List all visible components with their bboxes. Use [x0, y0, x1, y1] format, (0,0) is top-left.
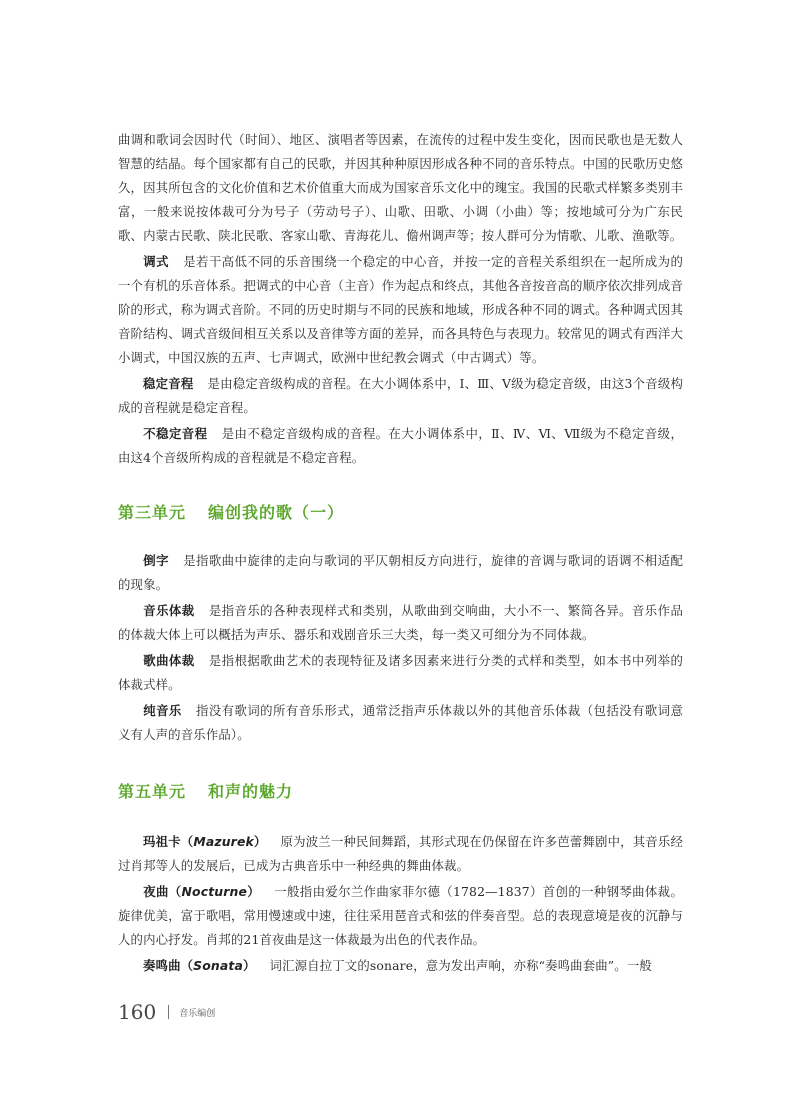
term-definition: 是由稳定音级构成的音程。在大小调体系中，Ⅰ、Ⅲ、Ⅴ级为稳定音级，由这3个音级构成的音程就是稳定音程。: [118, 376, 683, 415]
term-label: 纯音乐: [143, 703, 182, 718]
section-title: 和声的魅力: [208, 782, 294, 801]
content: [118, 128, 683, 978]
term-entry: [118, 880, 683, 952]
footer-divider: [168, 1005, 169, 1019]
section-unit: 第五单元: [118, 782, 187, 801]
term-definition: 原为波兰一种民间舞蹈，其形式现在仍保留在许多芭蕾舞剧中，其音乐经过肖邦等人的发展后，已成为古典音乐中一种经典的舞曲体裁。: [118, 834, 683, 873]
term-entry: [118, 830, 683, 878]
section-unit: 第三单元: [118, 503, 187, 522]
term-definition: 词汇源自拉丁文的sonare，意为发出声响，亦称“奏鸣曲套曲”。一般: [269, 958, 652, 973]
term-entry: [118, 549, 683, 597]
term-entry: [118, 422, 683, 470]
term-definition: 是指根据歌曲艺术的表现特征及诸多因素来进行分类的式样和类型，如本书中列举的体裁式样。: [118, 653, 683, 692]
term-definition: 一般指由爱尔兰作曲家菲尔德（1782—1837）首创的一种钢琴曲体裁。旋律优美，富于歌唱，常用慢速或中速，往往采用琶音式和弦的伴奏音型。总的表现意境是夜的沉静与人的内心抒发。肖邦的21首夜曲是这一体裁最为出色的代表作品。: [118, 884, 683, 947]
term-label: 调式: [143, 254, 169, 269]
term-label: 音乐体裁: [143, 603, 195, 618]
page-footer: [118, 1000, 215, 1024]
term-label: 稳定音程: [143, 376, 194, 391]
term-definition: 是若干高低不同的乐音围绕一个稳定的中心音，并按一定的音程关系组织在一起所成为的一个有机的乐音体系。把调式的中心音（主音）作为起点和终点，其他各音按音高的顺序依次排列成音阶的形式，称为调式音阶。不同的历史时期与不同的民族和地域，形成各种不同的调式。各种调式因其音阶结构、调式音级间相互关系以及音律等方面的差异，而各具特色与表现力。较常见的调式有西洋大小调式，中国汉族的五声、七声调式，欧洲中世纪教会调式（中古调式）等。: [118, 254, 683, 365]
term-label: 奏鸣曲（Sonata）: [143, 958, 256, 973]
section-heading-unit3: [118, 500, 683, 523]
intro-paragraph: 曲调和歌词会因时代（时间）、地区、演唱者等因素，在流传的过程中发生变化，因而民歌也是无数人智慧的结晶。每个国家都有自己的民歌，并因其种种原因形成各种不同的音乐特点。中国的民歌历史悠久，因其所包含的文化价值和艺术价值重大而成为国家音乐文化中的瑰宝。我国的民歌式样繁多类别丰富，一般来说按体裁可分为号子（劳动号子）、山歌、田歌、小调（小曲）等；按地域可分为广东民歌、内蒙古民歌、陕北民歌、客家山歌、青海花儿、儋州调声等；按人群可分为情歌、儿歌、渔歌等。: [118, 132, 683, 243]
term-entry: [118, 599, 683, 647]
term-label: 倒字: [143, 553, 169, 568]
book-title: 音乐编创: [179, 1008, 216, 1019]
term-definition: 指没有歌词的所有音乐形式，通常泛指声乐体裁以外的其他音乐体裁（包括没有歌词意义有人声的音乐作品）。: [118, 703, 683, 742]
term-label: 不稳定音程: [143, 426, 208, 441]
term-definition: 是指歌曲中旋律的走向与歌词的平仄朝相反方向进行，旋律的音调与歌词的语调不相适配的现象。: [118, 553, 683, 592]
term-label: 歌曲体裁: [143, 653, 195, 668]
page-number: 160: [118, 1000, 157, 1024]
term-entry: [118, 250, 683, 370]
term-entry: [118, 372, 683, 420]
section-heading-unit5: [118, 779, 683, 802]
term-label: 夜曲（Nocturne）: [143, 884, 261, 899]
term-foreign: Mazurek: [193, 834, 254, 849]
term-entry: [118, 649, 683, 697]
term-foreign: Sonata: [193, 958, 243, 973]
term-definition: 是由不稳定音级构成的音程。在大小调体系中，Ⅱ、Ⅳ、Ⅵ、Ⅶ级为不稳定音级，由这4个音级所构成的音程就是不稳定音程。: [118, 426, 683, 465]
term-label: 玛祖卡（Mazurek）: [143, 834, 267, 849]
term-entry: [118, 954, 683, 978]
section-title: 编创我的歌（一）: [208, 503, 345, 522]
term-definition: 是指音乐的各种表现样式和类别，从歌曲到交响曲，大小不一、繁简各异。音乐作品的体裁大体上可以概括为声乐、器乐和戏剧音乐三大类，每一类又可细分为不同体裁。: [118, 603, 683, 642]
term-entry: [118, 699, 683, 747]
term-foreign: Nocturne: [181, 884, 248, 899]
